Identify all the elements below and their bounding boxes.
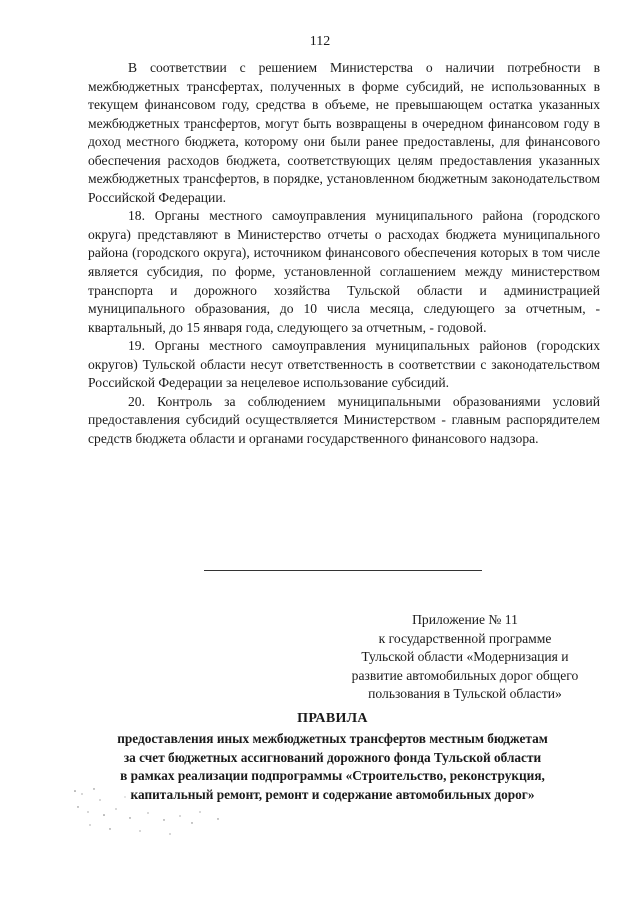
- appendix-line: к государственной программе: [378, 630, 552, 646]
- rules-title: ПРАВИЛА: [297, 711, 368, 726]
- section-divider: [204, 570, 482, 571]
- scan-noise: [70, 785, 270, 845]
- appendix-line: пользования в Тульской области»: [368, 686, 562, 701]
- rules-subtitle-line: за счет бюджетных ассигнований дорожного фонда Тульской области: [123, 749, 542, 765]
- rules-subtitle-line: предоставления иных межбюджетных трансфертов местным бюджетам: [117, 731, 548, 746]
- paragraph: В соответствии с решением Министерства о наличии потребности в межбюджетных трансфертах, полученных в форме субсидий, не использованных в текущем финансовом году, средства в объеме, не превышающем остатка указанных межбюджетных трансфертов, могут быть возвращены в очередном финансовом году в доход местного бюджета, которому они были ранее предоставлены, для финансового обеспечения расходов бюджета, соответствующих целям предоставления указанных межбюджетных трансфертов, в порядке, установленном бюджетным законодательством Российской Федерации.: [88, 60, 600, 205]
- appendix-header: [330, 611, 600, 704]
- appendix-line: Приложение № 11: [412, 612, 518, 627]
- page-number: 112: [309, 34, 331, 49]
- paragraph-18: 18. Органы местного самоуправления муниципального района (городского округа) представляют в Министерство отчеты о расходах бюджета муниципального района (городского округа), источником финансового обеспечения которых в том числе является субсидия, по форме, установленной соглашением между министерством транспорта и дорожного хозяйства Тульской области и администрацией муниципального образования, до 10 числа месяца, следующего за отчетным, - квартальный, до 15 января года, следующего за отчетным, - годовой.: [88, 208, 600, 335]
- rules-subtitle-line: капитальный ремонт, ремонт и содержание автомобильных дорог»: [130, 786, 535, 802]
- paragraph-20: 20. Контроль за соблюдением муниципальными образованиями условий предоставления субсидий осуществляется Министерством - главным распорядителем средств бюджета области и органами государственного финансового надзора.: [88, 393, 600, 446]
- appendix-line: развитие автомобильных дорог общего: [351, 667, 579, 683]
- appendix-line: Тульской области «Модернизация и: [361, 649, 569, 664]
- paragraph-19: 19. Органы местного самоуправления муниципальных районов (городских округов) Тульской области несут ответственность в соответствии с законодательством Российской Федерации за нецелевое использование субсидий.: [88, 338, 600, 391]
- body-text: [88, 59, 600, 448]
- rules-subtitle-line: в рамках реализации подпрограммы «Строительство, реконструкция,: [120, 768, 545, 783]
